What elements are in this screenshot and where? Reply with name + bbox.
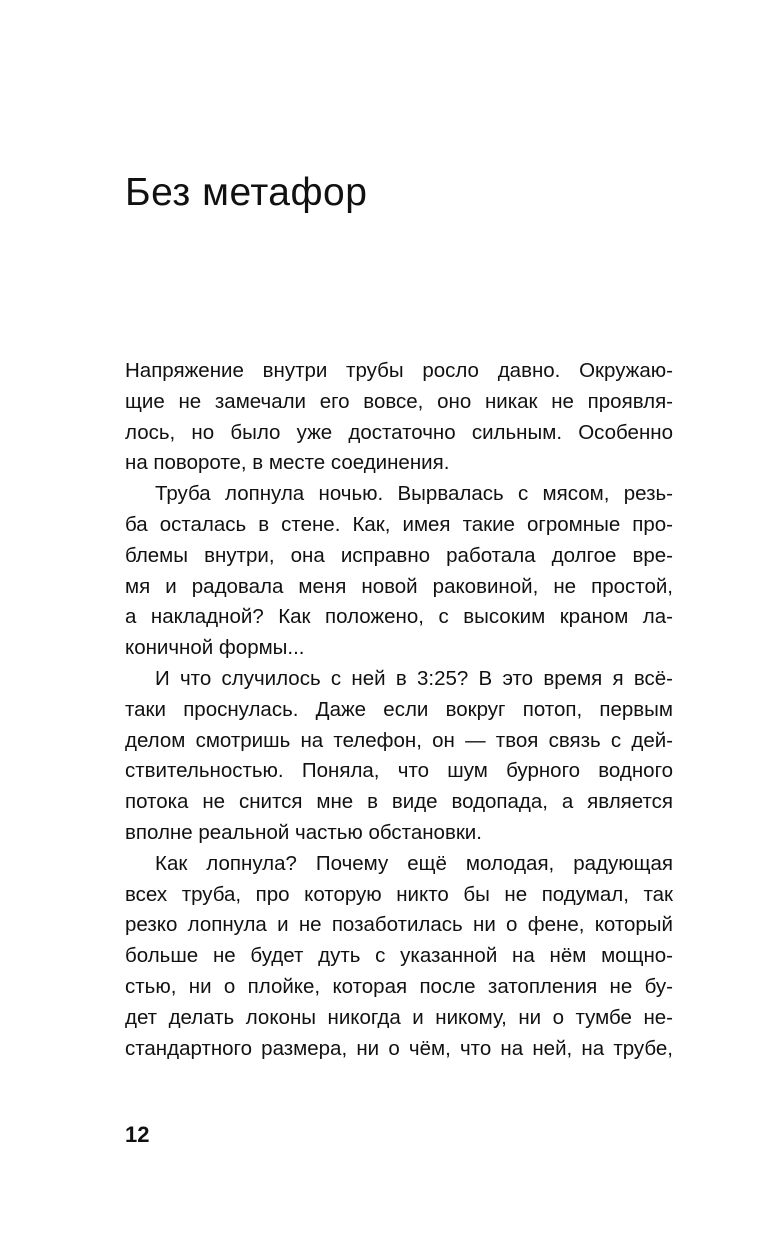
text-line: резко лопнула и не позаботилась ни о фене, который <box>125 913 673 937</box>
paragraph <box>125 479 673 664</box>
text-line: Как лопнула? Почему ещё молодая, радующая <box>155 851 673 875</box>
text-line: стью, ни о плойке, которая после затопления не бу- <box>125 974 673 998</box>
body-text <box>125 356 673 1064</box>
text-line: стандартного размера, ни о чём, что на ней, на трубе, <box>125 1036 673 1060</box>
text-line: блемы внутри, она исправно работала долгое вре- <box>125 543 673 567</box>
text-line: И что случилось с ней в 3:25? В это время я всё- <box>155 666 673 690</box>
text-line: ба осталась в стене. Как, имея такие огромные про- <box>125 512 673 536</box>
text-line: дет делать локоны никогда и никому, ни о тумбе не- <box>125 1005 673 1029</box>
text-line: Труба лопнула ночью. Вырвалась с мясом, резь- <box>155 482 673 506</box>
text-line: ствительностью. Поняла, что шум бурного водного <box>125 759 673 783</box>
paragraph <box>125 356 673 479</box>
text-line: а накладной? Как положено, с высоким краном ла- <box>125 605 673 629</box>
text-line: Напряжение внутри трубы росло давно. Окружаю- <box>125 359 673 382</box>
text-line: коничной формы... <box>125 636 305 660</box>
text-line: щие не замечали его вовсе, оно никак не проявля- <box>125 389 673 413</box>
text-line: лось, но было уже достаточно сильным. Особенно <box>125 420 673 444</box>
text-line: вполне реальной частью обстановки. <box>125 820 482 844</box>
text-line: делом смотришь на телефон, он — твоя связь с дей- <box>125 728 673 752</box>
text-line: на повороте, в месте соединения. <box>125 451 450 475</box>
chapter-title: Без метафор <box>125 171 368 214</box>
text-line: больше не будет дуть с указанной на нём мощно- <box>125 944 673 968</box>
text-line: мя и радовала меня новой раковиной, не простой, <box>125 574 673 598</box>
paragraph <box>125 664 673 849</box>
page-number: 12 <box>125 1122 150 1147</box>
paragraph <box>125 849 673 1065</box>
text-line: всех труба, про которую никто бы не подумал, так <box>125 882 673 906</box>
text-line: потока не снится мне в виде водопада, а является <box>125 790 673 814</box>
text-line: таки проснулась. Даже если вокруг потоп, первым <box>125 697 673 721</box>
